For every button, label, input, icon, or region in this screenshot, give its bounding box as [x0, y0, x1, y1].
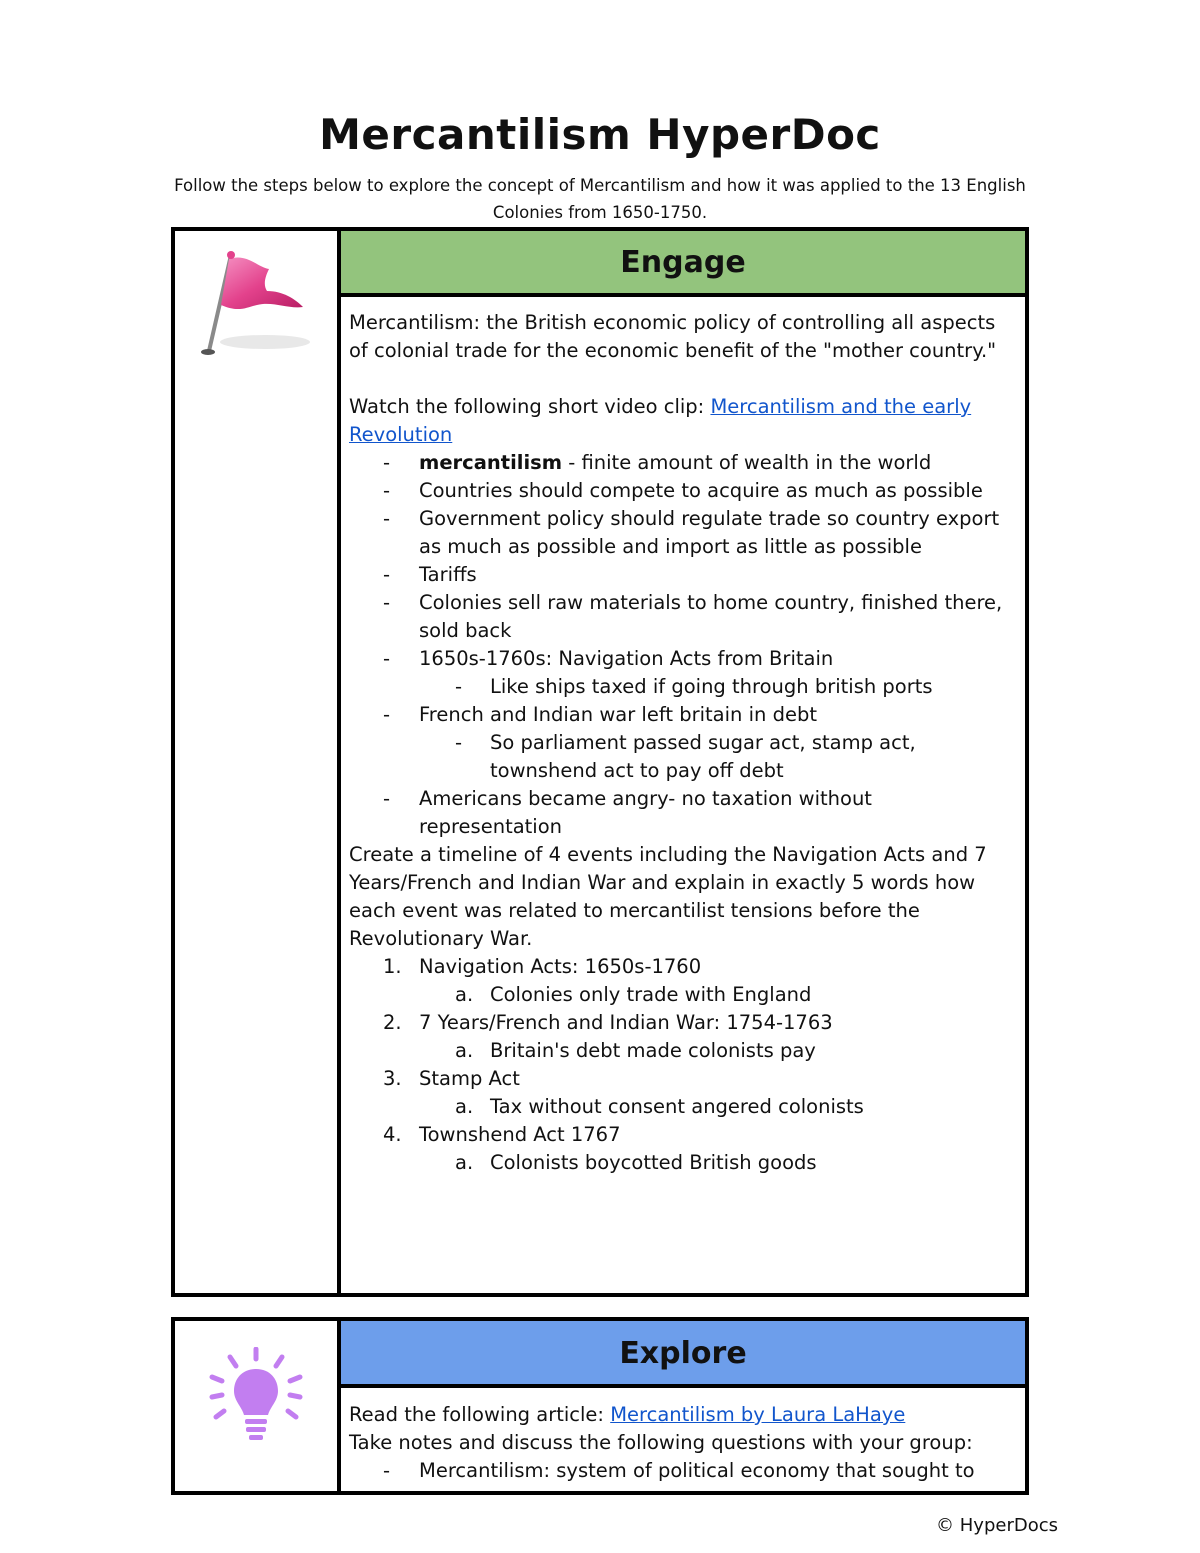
list-item: - Americans became angry- no taxation without representation	[383, 787, 872, 838]
explore-section	[171, 1317, 1029, 1495]
engage-header: Engage	[341, 231, 1025, 297]
list-item: - Countries should compete to acquire as much as possible	[383, 479, 983, 502]
list-item: - So parliament passed sugar act, stamp act, townshend act to pay off debt	[455, 731, 916, 782]
timeline-item: 1. Navigation Acts: 1650s-1760	[383, 955, 702, 978]
timeline-subitem: a. Colonies only trade with England	[455, 983, 812, 1006]
page-subtitle: Follow the steps below to explore the concept of Mercantilism and how it was applied to the 13 English Colonies from 1650-1750.	[174, 176, 1026, 222]
list-item: - Mercantilism: system of political economy that sought to	[383, 1459, 975, 1482]
copyright-footer: © HyperDocs	[936, 1515, 1058, 1536]
timeline-subitem: a. Tax without consent angered colonists	[455, 1095, 864, 1118]
article-link[interactable]: Mercantilism by Laura LaHaye	[610, 1403, 906, 1426]
list-item: - 1650s-1760s: Navigation Acts from Britain	[383, 647, 834, 670]
timeline-subitem: a. Britain's debt made colonists pay	[455, 1039, 816, 1062]
explore-icon-cell	[175, 1321, 341, 1491]
timeline-prompt: Create a timeline of 4 events including the Navigation Acts and 7 Years/French and Indian War and explain in exactly 5 words how each event was related to mercantilist tensions before the Revolutionary War.	[349, 843, 987, 950]
explore-header: Explore	[341, 1321, 1025, 1388]
flag-icon	[195, 247, 315, 359]
list-item: - Government policy should regulate trade so country export as much as possible and import as little as possible	[383, 507, 1000, 558]
video-link[interactable]: Mercantilism and the early Revolution	[349, 395, 972, 446]
list-item: - French and Indian war left britain in debt	[383, 703, 817, 726]
video-prompt	[349, 393, 1015, 449]
engage-content	[349, 309, 1015, 1177]
list-item: - Like ships taxed if going through british ports	[455, 675, 933, 698]
page-title: Mercantilism HyperDoc	[319, 110, 881, 159]
timeline-item: 2. 7 Years/French and Indian War: 1754-1763	[383, 1011, 833, 1034]
article-prompt: Read the following article: Mercantilism by Laura LaHaye	[349, 1403, 906, 1426]
explore-content	[349, 1401, 1015, 1485]
list-item: - mercantilism - finite amount of wealth in the world	[383, 451, 932, 474]
list-item: - Tariffs	[383, 563, 477, 586]
list-item: - Colonies sell raw materials to home country, finished there, sold back	[383, 591, 1003, 642]
lightbulb-icon	[208, 1347, 304, 1447]
timeline-item: 3. Stamp Act	[383, 1067, 520, 1090]
engage-section	[171, 227, 1029, 1297]
timeline-subitem: a. Colonists boycotted British goods	[455, 1151, 817, 1174]
timeline-item: 4. Townshend Act 1767	[383, 1123, 621, 1146]
video-prompt-text: Watch the following short video clip:	[349, 395, 711, 418]
discuss-prompt: Take notes and discuss the following questions with your group:	[349, 1431, 973, 1454]
engage-icon-cell	[175, 231, 341, 1293]
mercantilism-definition: Mercantilism: the British economic policy of controlling all aspects of colonial trade for the economic benefit of the "mother country."	[349, 311, 997, 362]
